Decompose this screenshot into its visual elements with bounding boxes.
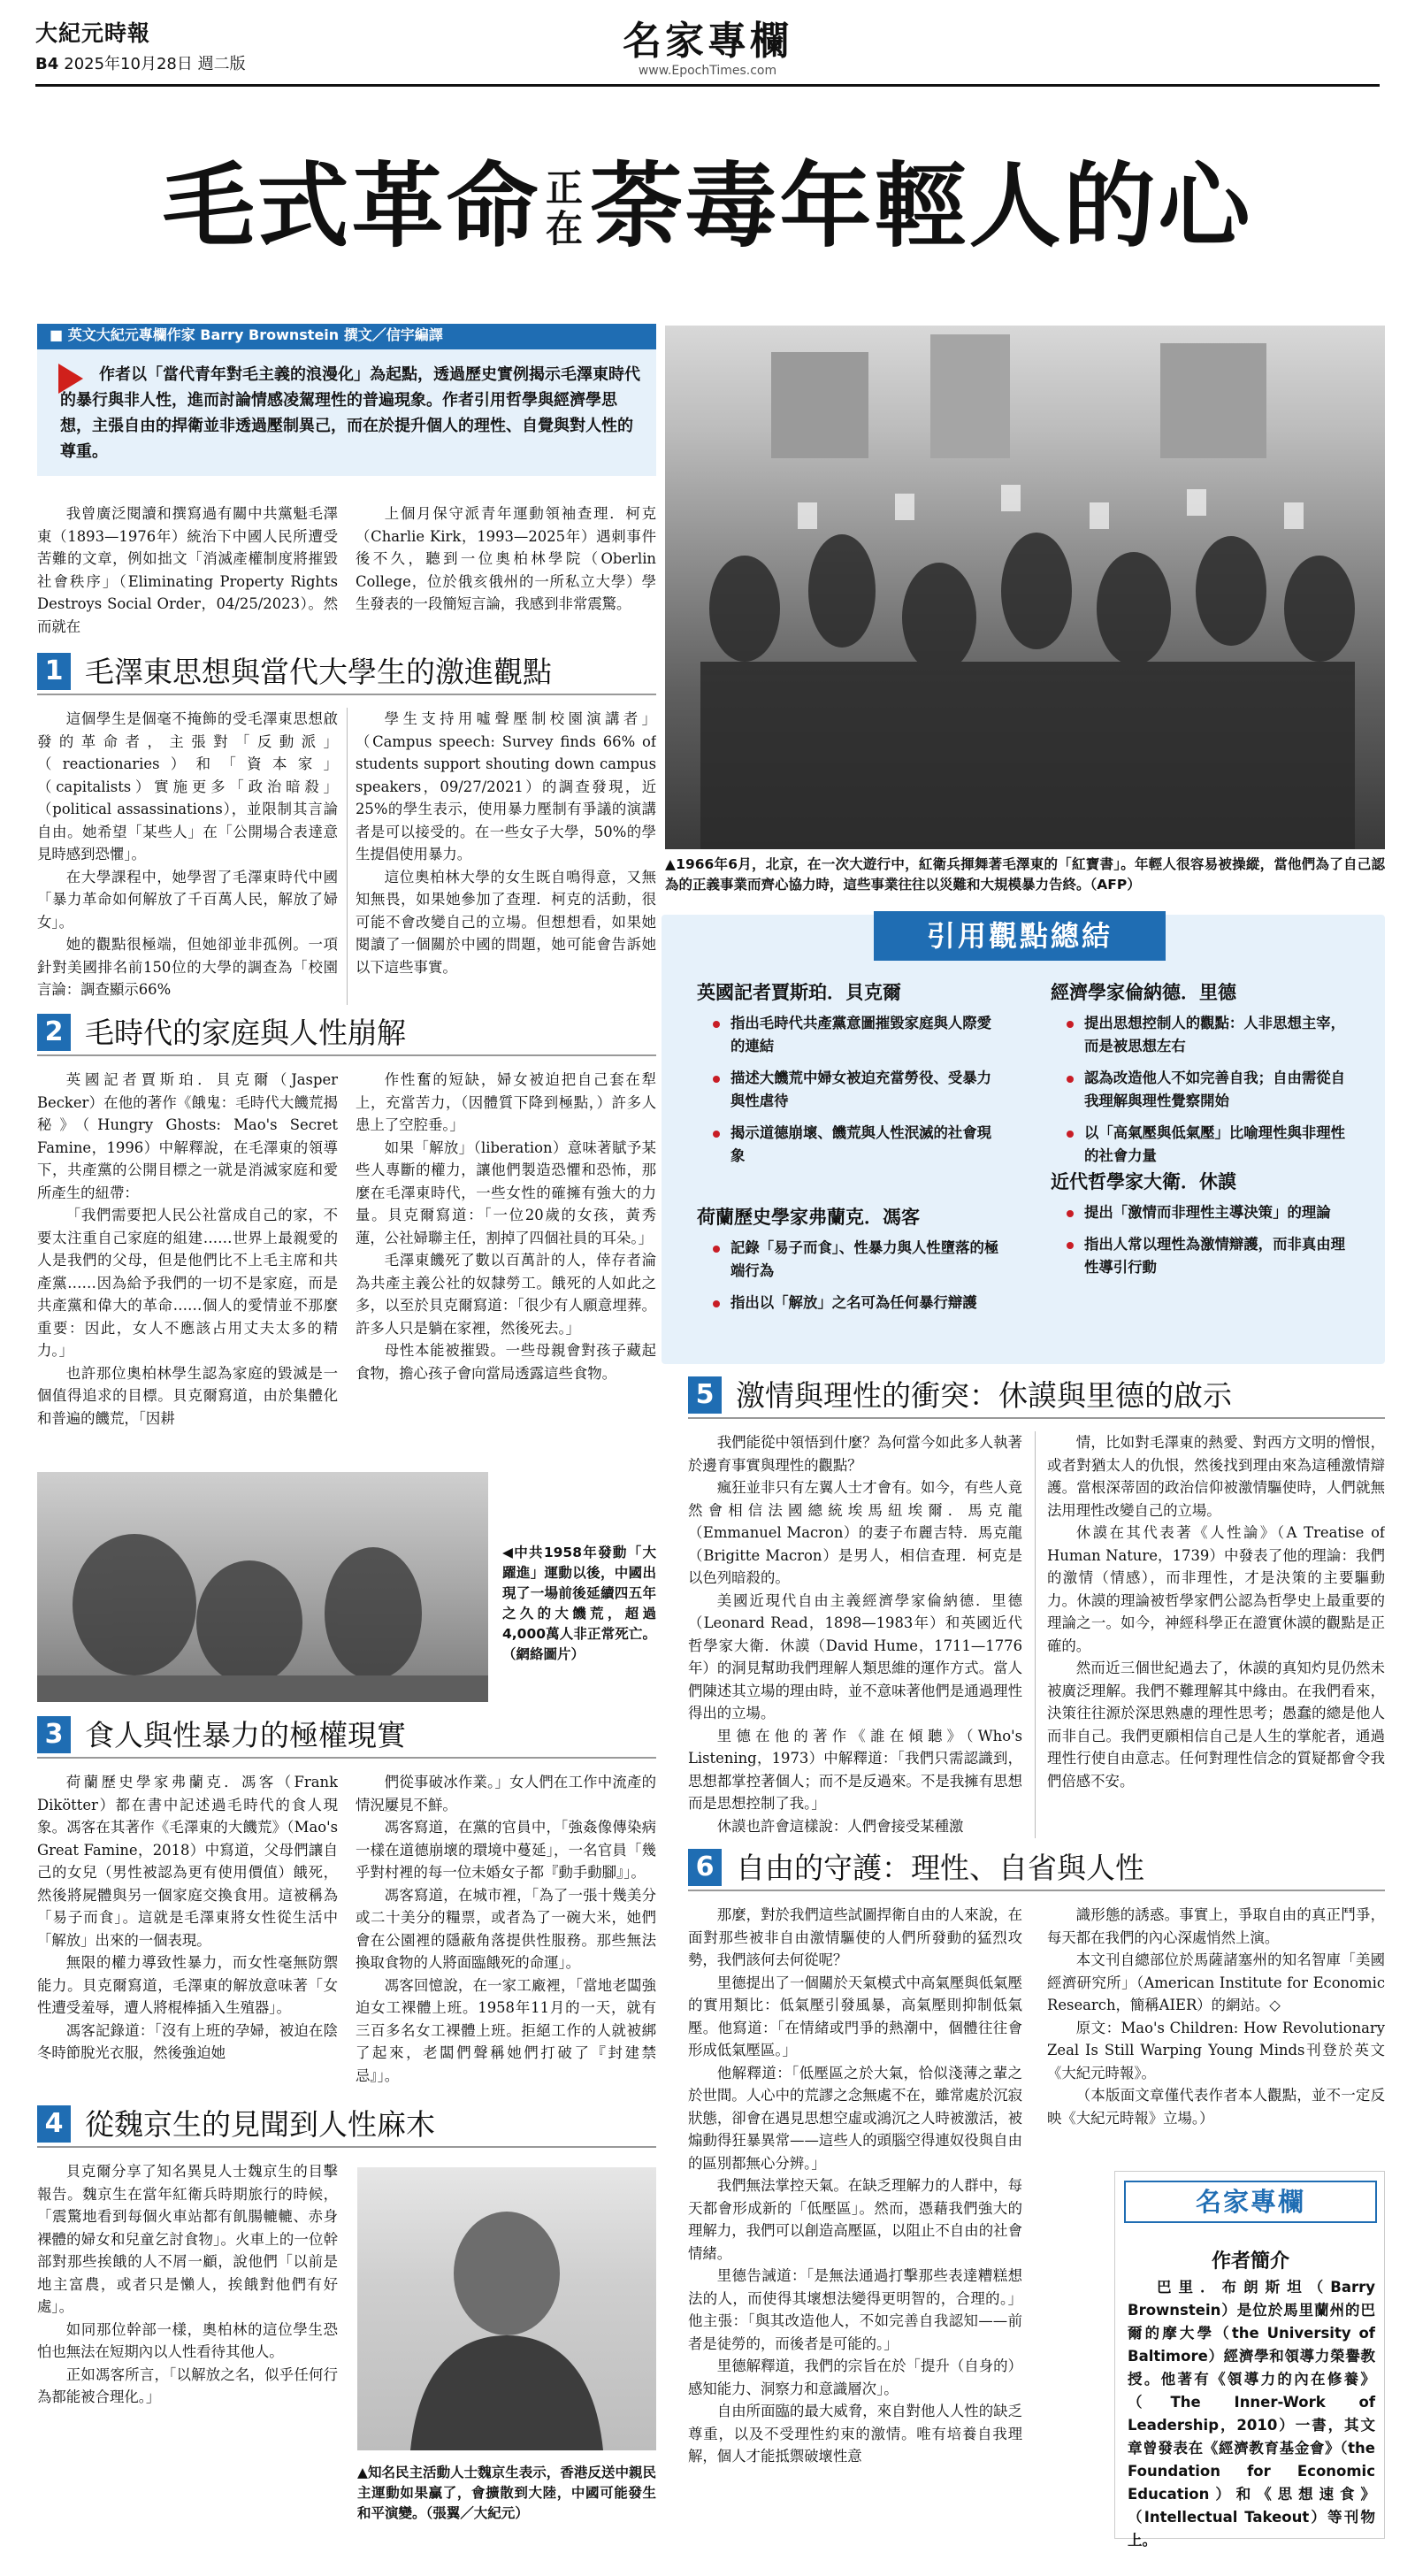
quote-list-hume — [1065, 1201, 1357, 1288]
paragraph: 如果「解放」（liberation）意味著賦予某些人專斷的權力，讓他們製造恐懼和恐怖，那麼在毛澤東時代，一些女性的確擁有強大的力量。貝克爾寫道：「一位20歲的女孩，黃秀蓮，公社婦聯主任，割掉了四個社員的耳朵。」 — [356, 1138, 656, 1246]
intro-col1 — [37, 502, 338, 644]
paragraph: 馮客寫道，在城市裡，「為了一張十幾美分或二十美分的糧票，或者為了一碗大米，她們會在公園裡的隱蔽角落提供性服務。那些無法換取食物的人將面臨餓死的命運」。 — [356, 1886, 656, 1971]
section-title: 自由的守護：理性、自省與人性 — [736, 1851, 1144, 1885]
section-3-heading — [37, 1716, 656, 1759]
paragraph: 馮客記錄道：「沒有上班的孕婦，被迫在陰冬時節脫光衣服，然後強迫她 — [37, 2021, 338, 2061]
list-item: 記錄「易子而食」、性暴力與人性墮落的極端行為 — [711, 1237, 1003, 1283]
s2-col1 — [37, 1069, 338, 1460]
paragraph: 們從事破冰作業。」女人們在工作中流產的情況屢見不鮮。 — [356, 1774, 656, 1813]
paragraph: 里德在他的著作《誰在傾聽》（Who's Listening，1973）中解釋道：「我們只需認識到，思想都掌控著個人；而不是反過來。不是我擁有思想而是思想控制了我。」 — [688, 1727, 1022, 1812]
summary-box — [37, 347, 656, 476]
byline: ■ 英文大紀元專欄作家 Barry Brownstein 撰文／信宇編譯 — [37, 324, 656, 347]
paragraph: 原文：Mao's Children: How Revolutionary Zeal Is Still Warping Young Minds刊登於英文《大紀元時報》。 — [1047, 2019, 1385, 2082]
section-title: 從魏京生的見聞到人性麻木 — [85, 2107, 435, 2142]
s1-col2 — [356, 708, 656, 1005]
quote-head-hume: 近代哲學家大衛．休謨 — [1051, 1171, 1236, 1192]
paragraph: 里德告誡道：「是無法通過打擊那些表達糟糕想法的人，而使得其壞想法變得更明智的，合理的。」他主張：「與其改造他人，不如完善自我認知——前者是徒勞的，而後者是可能的。」 — [688, 2267, 1022, 2352]
photo2-caption: ◀中共1958年發動「大躍進」運動以後，中國出現了一場前後延續四五年之久的大饑荒，超過4,000萬人非正常死亡。（網絡圖片） — [502, 1545, 656, 1662]
list-item: 描述大饑荒中婦女被迫充當勞役、受暴力與性虐待 — [711, 1067, 1003, 1113]
photo3-caption: ▲知名民主活動人士魏京生表示，香港反送中親民主運動如果贏了，會擴散到大陸，中國可能發生和平演變。（張翼／大紀元） — [357, 2465, 656, 2521]
section-number: 5 — [688, 1376, 722, 1414]
page-number: B4 — [35, 55, 59, 73]
section-title: 激情與理性的衝突：休謨與里德的啟示 — [736, 1378, 1232, 1413]
quote-summary-box — [662, 915, 1385, 1364]
quote-box-title: 引用觀點總結 — [874, 911, 1166, 961]
section-title: 毛澤東思想與當代大學生的激進觀點 — [85, 655, 552, 689]
section-number: 1 — [37, 653, 71, 690]
wei-jingsheng-photo — [357, 2167, 656, 2450]
famine-photo — [37, 1472, 488, 1702]
section-5-heading — [688, 1376, 1385, 1419]
paragraph: 里德提出了一個關於天氣模式中高氣壓與低氣壓的實用類比：低氣壓引發風暴，高氣壓則抑制低氣壓。他寫道：「在情緒或門爭的熱潮中，個體往往會形成低氣壓區。」 — [688, 1974, 1022, 2058]
quote-head-dikotter: 荷蘭歷史學家弗蘭克．馮客 — [697, 1207, 920, 1228]
headline-stack-top: 正 — [545, 165, 585, 210]
paragraph: 毛澤東饑死了數以百萬計的人，倖存者淪為共產主義公社的奴隸勞工。餓死的人如此之多，以至於貝克爾寫道：「很少有人願意埋葬。許多人只是躺在家裡，然後死去。」 — [356, 1252, 656, 1337]
paragraph: 英國記者賈斯珀．貝克爾（Jasper Becker）在他的著作《餓鬼：毛時代大饑荒揭秘》（Hungry Ghosts: Mao's Secret Famine，1996）中解釋說，在毛澤東的領導下，共產黨的公開目標之一就是消滅家庭和愛所產生的紐帶： — [37, 1071, 338, 1201]
section-6-heading — [688, 1849, 1385, 1891]
paragraph: 自由所面臨的最大威脅，來自對他人人性的缺乏尊重，以及不受理性約束的激情。唯有培養自我理解，個人才能抵禦破壞性意 — [688, 2403, 1022, 2465]
column-divider — [347, 708, 348, 1005]
headline-part1: 毛式革命 — [162, 151, 541, 260]
crowd-illustration — [665, 326, 1385, 849]
intro-col2 — [356, 502, 656, 644]
headline-stack — [545, 165, 587, 250]
list-item: 提出「激情而非理性主導決策」的理論 — [1065, 1201, 1357, 1224]
list-item: 認為改造他人不如完善自我；自由需從自我理解與理性覺察開始 — [1065, 1067, 1357, 1113]
paragraph: 情，比如對毛澤東的熱愛、對西方文明的憎恨，或者對猶太人的仇恨，然後找到理由來為這種激情辯護。當根深蒂固的政治信仰被激情驅使時，人們就無法用理性改變自己的立場。 — [1047, 1434, 1385, 1519]
paragraph: 他解釋道：「低壓區之於大氣，恰似淺薄之輩之於世間。人心中的荒謬之念無處不在，雖常處於沉寂狀態，卻會在遇見思想空虛或鴻沉之人時被激活，被煽動得狂暴異常——這些人的頭腦空得連奴役與自由的區別都無心分辨。」 — [688, 2064, 1022, 2172]
date-text: 2025年10月28日 週二版 — [64, 55, 246, 73]
s5-col1 — [688, 1431, 1022, 1838]
section-number: 4 — [37, 2105, 71, 2143]
s4-col1 — [37, 2160, 338, 2549]
quote-list-dikotter — [711, 1237, 1003, 1323]
s2-col2 — [356, 1069, 656, 1460]
paragraph: 馮客回憶說，在一家工廠裡，「當地老闆強迫女工裸體上班。1958年11月的一天，就有三百多名女工裸體上班。拒絕工作的人就被綁了起來，老闆們聲稱她們打破了『封建禁忌』」。 — [356, 1976, 656, 2084]
paragraph: 貝克爾分享了知名異見人士魏京生的目擊報告。魏京生在當年紅衛兵時期旅行的時候，「震驚地看到每個火車站都有飢腸轆轆、赤身裸體的婦女和兒童乞討食物」。火車上的一位幹部對那些挨餓的人不屑一顧，說他們「以前是地主富農，或者只是懶人，挨餓對他們有好處」。 — [37, 2163, 338, 2315]
paragraph: 學生支持用噓聲壓制校園演講者」（Campus speech: Survey finds 66% of students support shouting down campus speakers，09/27/2021）的調查發現，近25%的學生表示，使用暴力壓制有爭議的演講者是可以接受的。在一些女子大學，50%的學生提倡使用暴力。 — [356, 710, 656, 862]
paragraph: 我們能從中領悟到什麼？為何當今如此多人執著於邊育事實與理性的觀點？ — [688, 1434, 1022, 1474]
bio-column-tag: 名家專欄 — [1124, 2181, 1377, 2223]
s6-col2 — [1047, 1904, 1385, 2162]
paragraph: （本版面文章僅代表作者本人觀點，並不一定反映《大紀元時報》立場。） — [1047, 2087, 1385, 2127]
paragraph: 正如馮客所言，「以解放之名，似乎任何行為都能被合理化。」 — [37, 2365, 338, 2405]
list-item: 指出以「解放」之名可為任何暴行辯護 — [711, 1292, 1003, 1315]
section-number: 6 — [688, 1849, 722, 1886]
intro-col2-text: 上個月保守派青年運動領袖查理．柯克（Charlie Kirk，1993—2025年）遇刺事件後不久，聽到一位奧柏林學院（Oberlin College，位於俄亥俄州的一所私立大學）學生發表的一段簡短言論，我感到非常震驚。 — [356, 505, 656, 612]
section-title: 毛時代的家庭與人性崩解 — [85, 1016, 406, 1050]
s3-col1 — [37, 1771, 338, 2102]
portrait-illustration — [357, 2167, 656, 2450]
paragraph: 休謨在其代表著《人性論》（A Treatise of Human Nature，1739）中發表了他的理論：我們的激情（情感），而非理性，才是決策的主要驅動力。休謨的理論被哲學家們公認為哲學史上最重要的理論之一。如今，神經科學正在證實休謨的觀點是正確的。 — [1047, 1524, 1385, 1654]
summary-text: 作者以「當代青年對毛主義的浪漫化」為起點，透過歷史實例揭示毛澤東時代的暴行與非人性，進而討論情感凌駕理性的普遍現象。作者引用哲學與經濟學思想，主張自由的捍衛並非透過壓制異己，而在於提升個人的理性、自覺與對人性的尊重。 — [60, 365, 640, 461]
paragraph: 她的觀點很極端，但她卻並非孤例。一項針對美國排名前150位的大學的調查為「校園言論：調查顯示66% — [37, 936, 338, 998]
list-item: 以「高氣壓與低氣壓」比喻理性與非理性的社會力量 — [1065, 1122, 1357, 1168]
paragraph: 母性本能被摧毀。一些母親會對孩子藏起食物，擔心孩子會向當局透露這些食物。 — [356, 1342, 656, 1382]
s6-col1 — [688, 1904, 1022, 2549]
headline — [0, 149, 1415, 264]
paragraph: 荷蘭歷史學家弗蘭克．馮客（Frank Dikötter）都在書中記述過毛時代的食人現象。馮客在其著作《毛澤東的大饑荒》（Mao's Great Famine，2018）中寫道，父母們讓自己的女兒（男性被認為更有使用價值）餓死，然後將屍體與另一個家庭交換食用。這被稱為「易子而食」。這就是毛澤東將女性從生活中「解放」出來的一個表現。 — [37, 1774, 338, 1949]
photo1-caption: ▲1966年6月，北京，在一次大遊行中，紅衛兵揮舞著毛澤東的「紅寶書」。年輕人很容易被操縱，當他們為了自己認為的正義事業而齊心協力時，這些事業往往以災難和大規模暴力告終。（AFP） — [665, 856, 1385, 893]
paragraph: 識形態的誘惑。事實上，爭取自由的真正鬥爭，每天都在我們的內心深處悄然上演。 — [1047, 1906, 1385, 1946]
section-number: 2 — [37, 1014, 71, 1051]
famine-illustration — [37, 1472, 488, 1702]
section-1-heading — [37, 653, 656, 695]
section-4-heading — [37, 2105, 656, 2148]
intro-col1-text: 我曾廣泛閱讀和撰寫過有關中共黨魁毛澤東（1893—1976年）統治下中國人民所遭受苦難的文章，例如拙文「消滅產權制度將摧毀社會秩序」（Eliminating Property Rights Destroys Social Order，04/25/2023）。然而就在 — [37, 505, 338, 635]
paragraph: 無限的權力導致性暴力，而女性毫無防禦能力。貝克爾寫道，毛澤東的解放意味著「女性遭受羞辱，遭人將棍棒插入生殖器」。 — [37, 1954, 338, 2016]
paragraph: 里德解釋道，我們的宗旨在於「提升（自身的）感知能力、洞察力和意識層次」。 — [688, 2358, 1022, 2397]
bio-text: 巴里．布朗斯坦（Barry Brownstein）是位於馬里蘭州的巴爾的摩大學（the University of Baltimore）經濟學和領導力榮譽教授。他著有《領導力的內在修養》（The Inner-Work of Leadership，2010）一書，其文章曾發表在《經濟教育基金會》（the Foundation for Economic Education）和《思想速食》（Intellectual Takeout）等刊物上。 — [1128, 2279, 1375, 2549]
site-url[interactable]: www.EpochTimes.com — [638, 64, 777, 78]
section-number: 3 — [37, 1716, 71, 1753]
paragraph: 也許那位奧柏林學生認為家庭的毀滅是一個值得追求的目標。貝克爾寫道，由於集體化和普遍的饑荒，「因耕 — [37, 1364, 338, 1427]
section-2-heading — [37, 1014, 656, 1056]
headline-part2: 荼毒年輕人的心 — [590, 151, 1253, 260]
paragraph: 這個學生是個毫不掩飾的受毛澤東思想啟發的革命者，主張對「反動派」（reactionaries）和「資本家」（capitalists）實施更多「政治暗殺」（political assassinations），並限制其言論自由。她希望「某些人」在「公開場合表達意見時感到恐懼」。 — [37, 710, 338, 862]
quote-list-becker — [711, 1012, 1003, 1177]
section-name: 名家專欄 — [623, 19, 792, 64]
column-divider — [1035, 1431, 1036, 1838]
section-title: 食人與性暴力的極權現實 — [85, 1718, 406, 1752]
red-guards-photo — [665, 326, 1385, 849]
quote-head-becker: 英國記者賈斯珀．貝克爾 — [697, 982, 901, 1003]
list-item: 揭示道德崩壞、饑荒與人性泯滅的社會現象 — [711, 1122, 1003, 1168]
quote-list-read — [1065, 1012, 1357, 1177]
paragraph: 如同那位幹部一樣，奧柏林的這位學生恐怕也無法在短期內以人性看待其他人。 — [37, 2320, 338, 2360]
paragraph: 美國近現代自由主義經濟學家倫納德．里德（Leonard Read，1898—1983年）和英國近代哲學家大衛．休謨（David Hume，1711—1776年）的洞見幫助我們理解人類思維的運作方式。當人們陳述其立場的理由時，並不意味著他們是通過理性得出的立場。 — [688, 1591, 1022, 1721]
bio-heading: 作者簡介 — [1211, 2250, 1289, 2273]
paragraph: 這位奧柏林大學的女生既自鳴得意，又無知無畏，如果她參加了查理．柯克的活動，很可能不會改變自己的立場。但想想看，如果她閱讀了一個關於中國的問題，她可能會告訴她以下這些事實。 — [356, 868, 656, 976]
paragraph: 那麼，對於我們這些試圖捍衛自由的人來說，在面對那些被非自由激情驅使的人們所發動的猛烈攻勢，我們該何去何從呢？ — [688, 1906, 1022, 1968]
list-item: 指出毛時代共產黨意圖摧毀家庭與人際愛的連結 — [711, 1012, 1003, 1058]
list-item: 提出思想控制人的觀點：人非思想主宰，而是被思想左右 — [1065, 1012, 1357, 1058]
headline-stack-bottom: 在 — [545, 206, 585, 250]
list-item: 指出人常以理性為激情辯護，而非真由理性導引行動 — [1065, 1233, 1357, 1279]
quote-head-read: 經濟學家倫納德．里德 — [1051, 982, 1236, 1003]
s1-col1 — [37, 708, 338, 1005]
author-bio-box — [1114, 2171, 1385, 2549]
paragraph: 在大學課程中，她學習了毛澤東時代中國「暴力革命如何解放了千百萬人民，解放了婦女」。 — [37, 868, 338, 931]
paragraph: 「我們需要把人民公社當成自己的家，不要太注重自己家庭的組建……世界上最親愛的人是我們的父母，但是他們比不上毛主席和共產黨……因為給予我們的一切不是家庭，而是共產黨和偉大的革命……個人的愛情並不那麼重要：因此，女人不應該占用丈夫太多的精力。」 — [37, 1207, 338, 1359]
s5-col2 — [1047, 1431, 1385, 1838]
paragraph: 然而近三個世紀過去了，休謨的真知灼見仍然未被廣泛理解。我們不難理解其中緣由。在我們看來，決策往往源於深思熟慮的理性思考；愚蠢的總是他人而非自己。我們更願相信自己是人生的掌舵者，通過理性行使自由意志。任何對理性信念的質疑都會令我們倍感不安。 — [1047, 1660, 1385, 1790]
header-rule — [35, 84, 1380, 87]
paragraph: 馮客寫道，在黨的官員中，「強姦像傳染病一樣在道德崩壞的環境中蔓延」，一名官員「幾乎對村裡的每一位未婚女子都『動手動腳』」。 — [356, 1819, 656, 1881]
paragraph: 瘋狂並非只有左翼人士才會有。如今，有些人竟然會相信法國總統埃馬紐埃爾．馬克龍（Emmanuel Macron）的妻子布麗吉特．馬克龍（Brigitte Macron）是男人，相信查理．柯克是以色列暗殺的。 — [688, 1479, 1022, 1586]
paragraph: 休謨也許會這樣說：人們會接受某種激 — [716, 1817, 964, 1835]
paragraph: 本文刊自總部位於馬薩諸塞州的知名智庫「美國經濟研究所」（American Institute for Economic Research，簡稱AIER）的網站。◇ — [1047, 1951, 1385, 2013]
s3-col2 — [356, 1771, 656, 2102]
newspaper-logo: 大紀元時報 — [35, 20, 151, 46]
paragraph: 作性奮的短缺，婦女被迫把自己套在犁上，充當苦力，（因體質下降到極點，）許多人患上了空腔垂。」 — [356, 1071, 656, 1133]
paragraph: 我們無法掌控天氣。在缺乏理解力的人群中，每天都會形成新的「低壓區」。然而，憑藉我們強大的理解力，我們可以創造高壓區，以阻止不自由的社會情緒。 — [688, 2177, 1022, 2262]
